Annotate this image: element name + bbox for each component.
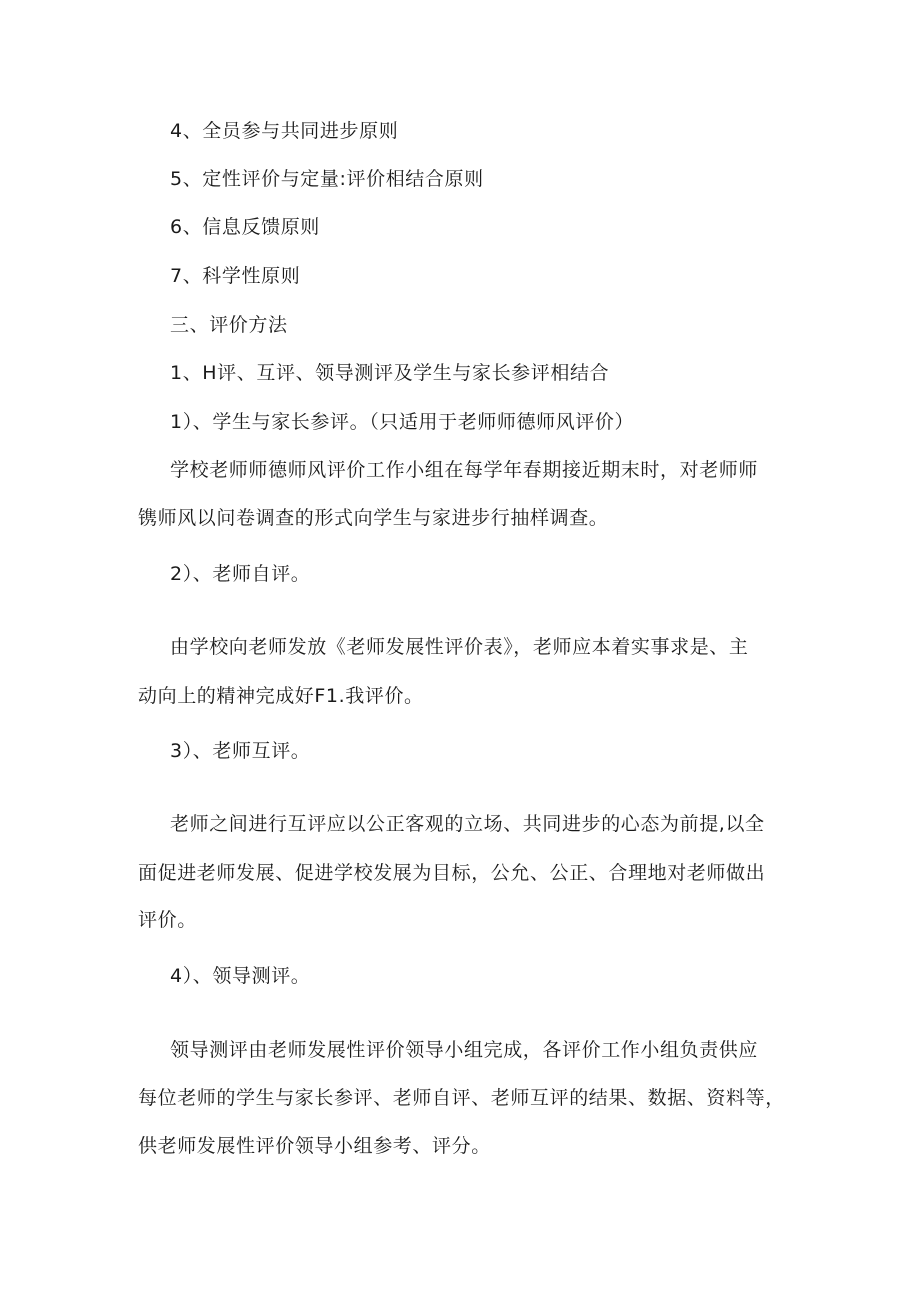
subitem-1-heading: 1）、学生与家长参评。（只适用于老师师德师风评价） (170, 411, 635, 433)
principle-6: 6、信息反馈原则 (170, 216, 320, 238)
paragraph-3-line-2: 面促进老师发展、促进学校发展为目标，公允、公正、合理地对老师做出 (138, 862, 766, 884)
paragraph-4-line-2: 每位老师的学生与家长参评、老师自评、老师互评的结果、数据、资料等， (138, 1087, 785, 1109)
principle-5: 5、定性评价与定量:评价相结合原则 (170, 168, 484, 190)
paragraph-1-line-1: 学校老师师德师风评价工作小组在每学年春期接近期末时，对老师师 (170, 459, 759, 481)
principle-4: 4、全员参与共同进步原则 (170, 120, 399, 142)
paragraph-2-line-2: 动向上的精神完成好F1.我评价。 (138, 685, 424, 707)
subitem-2-heading: 2）、老师自评。 (170, 563, 311, 585)
paragraph-3-line-3: 评价。 (138, 909, 197, 931)
principle-7: 7、科学性原则 (170, 265, 301, 287)
subitem-4-heading: 4）、领导测评。 (170, 965, 311, 987)
method-1-heading: 1、H评、互评、领导测评及学生与家长参评相结合 (170, 362, 610, 384)
paragraph-1-line-2: 镌师风以问卷调查的形式向学生与家进步行抽样调查。 (138, 507, 609, 529)
subitem-3-heading: 3）、老师互评。 (170, 740, 311, 762)
section-heading-evaluation-methods: 三、评价方法 (170, 314, 288, 336)
paragraph-3-line-1: 老师之间进行互评应以公正客观的立场、共同进步的心态为前提,以全 (170, 813, 765, 835)
paragraph-2-line-1: 由学校向老师发放《老师发展性评价表》，老师应本着实事求是、主 (170, 636, 749, 658)
paragraph-4-line-1: 领导测评由老师发展性评价领导小组完成，各评价工作小组负责供应 (170, 1039, 759, 1061)
paragraph-4-line-3: 供老师发展性评价领导小组参考、评分。 (138, 1135, 491, 1157)
